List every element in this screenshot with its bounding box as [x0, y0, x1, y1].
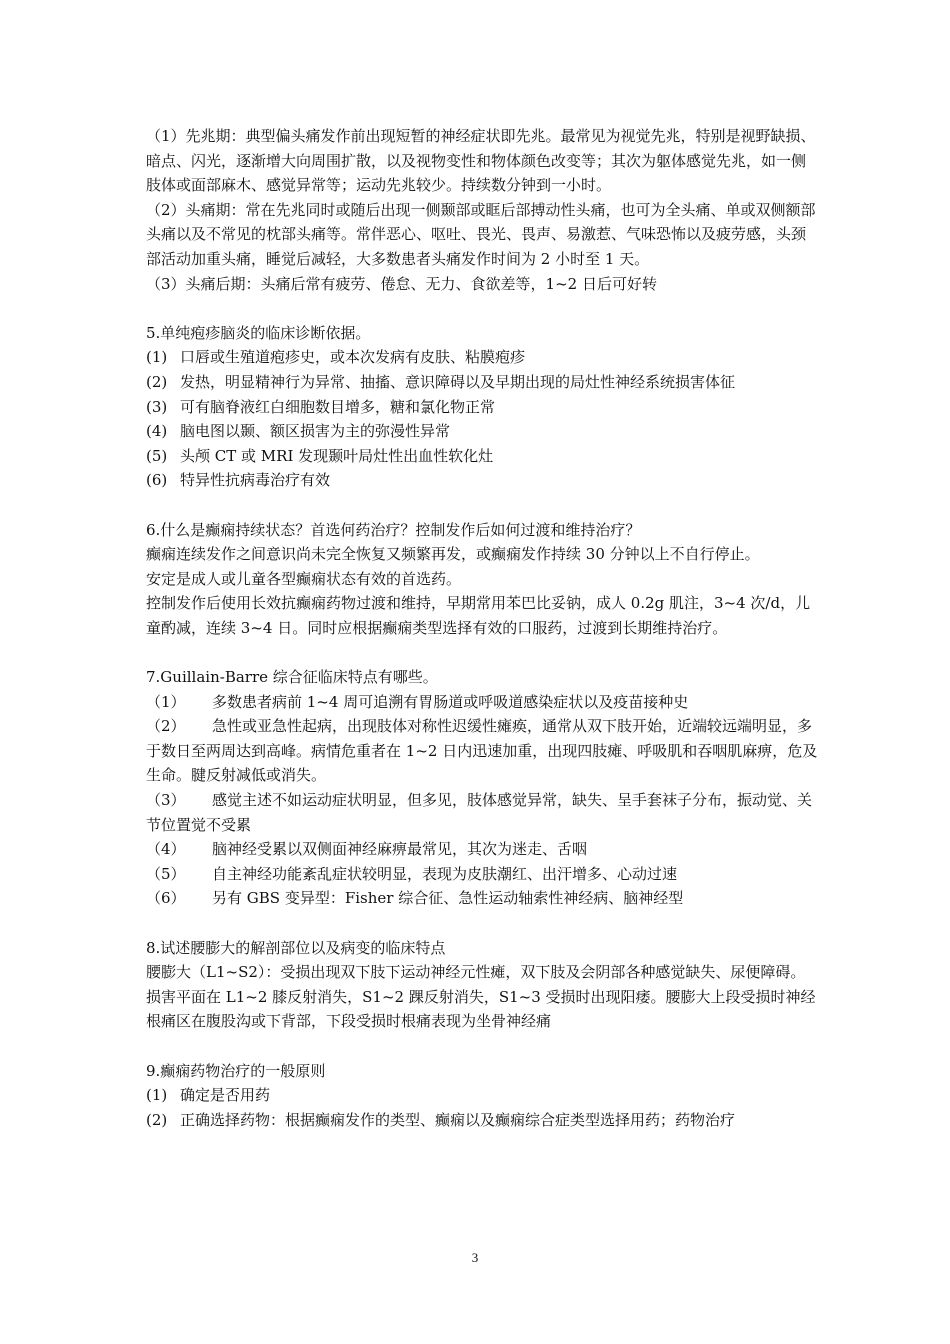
q8-answer: 腰膨大（L1~S2）：受损出现双下肢下运动神经元性瘫，双下肢及会阴部各种感觉缺失、尿便障碍。损害平面在 L1~2 膝反射消失，S1~2 踝反射消失，S1~3 受损时出现阳痿。腰膨大上段受损时神经根痛区在腹股沟或下背部，下段受损时根痛表现为坐骨神经痛	[146, 963, 816, 1031]
list-item: (2) 发热，明显精神行为异常、抽搐、意识障碍以及早期出现的局灶性神经系统损害体征	[146, 372, 736, 391]
q5-list	[146, 345, 818, 493]
list-item: （2） 急性或亚急性起病，出现肢体对称性迟缓性瘫痪，通常从双下肢开始，近端较远端明显，多于数日至两周达到高峰。病情危重者在 1~2 日内迅速加重，出现四肢瘫、呼吸肌和吞咽肌麻痹，危及生命。腱反射减低或消失。	[146, 717, 818, 785]
stage-postdrome-paragraph: （3）头痛后期：头痛后常有疲劳、倦怠、无力、食欲差等，1~2 日后可好转	[146, 274, 657, 293]
list-item: (1) 确定是否用药	[146, 1086, 271, 1105]
stage-headache-paragraph: （2）头痛期：常在先兆同时或随后出现一侧颞部或眶后部搏动性头痛，也可为全头痛、单或双侧额部头痛以及不常见的枕部头痛等。常伴恶心、呕吐、畏光、畏声、易激惹、气味恐怖以及疲劳感，头颈部活动加重头痛，睡觉后减轻，大多数患者头痛发作时间为 2 小时至 1 天。	[146, 200, 816, 268]
list-item: （4） 脑神经受累以双侧面神经麻痹最常见，其次为迷走、舌咽	[146, 840, 588, 859]
q6-definition: 癫痫连续发作之间意识尚未完全恢复又频繁再发，或癫痫发作持续 30 分钟以上不自行停止。	[146, 545, 760, 564]
page-number: 3	[471, 1250, 479, 1265]
list-item: (2) 正确选择药物：根据癫痫发作的类型、癫痫以及癫痫综合症类型选择用药；药物治疗	[146, 1110, 736, 1129]
list-item: （5） 自主神经功能紊乱症状较明显，表现为皮肤潮红、出汗增多、心动过速	[146, 864, 678, 883]
q6-maintenance: 控制发作后使用长效抗癫痫药物过渡和维持，早期常用苯巴比妥钠，成人 0.2g 肌注，3~4 次/d，儿童酌减，连续 3~4 日。同时应根据癫痫类型选择有效的口服药，过渡到长期维持治疗。	[146, 594, 811, 637]
q9-heading: 9.癫痫药物治疗的一般原则	[146, 1061, 326, 1080]
q9-list	[146, 1083, 818, 1132]
list-item: （3） 感觉主述不如运动症状明显，但多见，肢体感觉异常，缺失、呈手套袜子分布，振动觉、关节位置觉不受累	[146, 791, 813, 834]
list-item: (6) 特异性抗病毒治疗有效	[146, 471, 331, 490]
q7-heading: 7.Guillain-Barre 综合征临床特点有哪些。	[146, 668, 438, 687]
list-item: （1） 多数患者病前 1~4 周可追溯有胃肠道或呼吸道感染症状以及疫苗接种史	[146, 692, 689, 711]
list-item: (5) 头颅 CT 或 MRI 发现颞叶局灶性出血性软化灶	[146, 446, 494, 465]
list-item: （6） 另有 GBS 变异型：Fisher 综合征、急性运动轴索性神经病、脑神经型	[146, 889, 684, 908]
list-item: (4) 脑电图以颞、额区损害为主的弥漫性异常	[146, 422, 451, 441]
document-body	[146, 124, 818, 1132]
q6-first-choice: 安定是成人或儿童各型癫痫状态有效的首选药。	[146, 569, 462, 588]
stage-aura-paragraph: （1）先兆期：典型偏头痛发作前出现短暂的神经症状即先兆。最常见为视觉先兆，特别是视野缺损、暗点、闪光，逐渐增大向周围扩散，以及视物变性和物体颜色改变等；其次为躯体感觉先兆，如一侧肢体或面部麻木、感觉异常等；运动先兆较少。持续数分钟到一小时。	[146, 127, 816, 195]
q5-heading: 5.单纯疱疹脑炎的临床诊断依据。	[146, 323, 371, 342]
list-item: (1) 口唇或生殖道疱疹史，或本次发病有皮肤、粘膜疱疹	[146, 348, 526, 367]
q7-list	[146, 690, 818, 911]
q6-heading: 6.什么是癫痫持续状态？首选何药治疗？控制发作后如何过渡和维持治疗？	[146, 520, 641, 539]
q8-heading: 8.试述腰膨大的解剖部位以及病变的临床特点	[146, 938, 446, 957]
list-item: (3) 可有脑脊液红白细胞数目增多，糖和氯化物正常	[146, 397, 496, 416]
